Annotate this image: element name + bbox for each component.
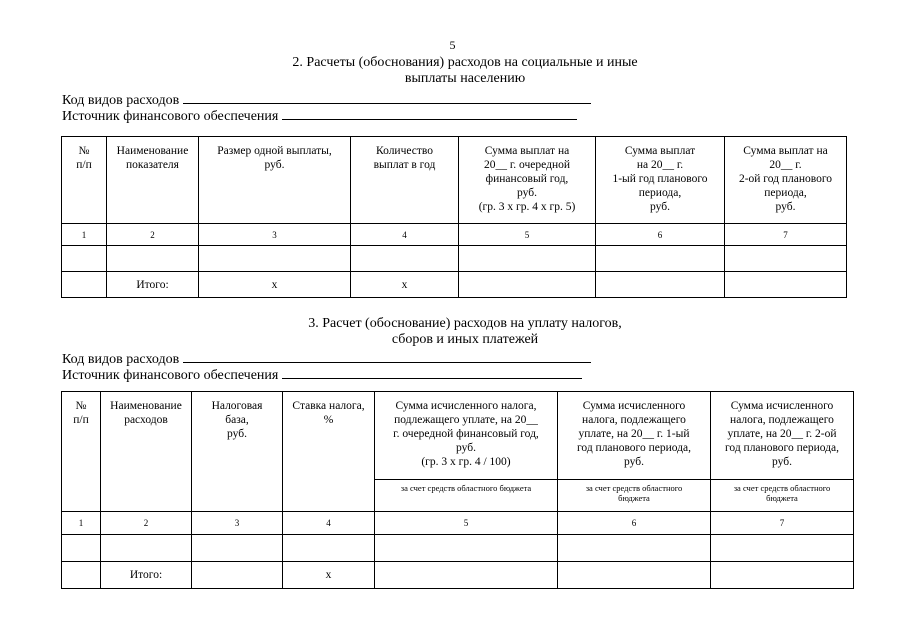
- s3-header-cell: [558, 392, 711, 480]
- section2-title-line2: выплаты населению: [404, 71, 526, 86]
- s2-data-cell[interactable]: [351, 246, 459, 272]
- s2-data-cell[interactable]: [725, 246, 847, 272]
- s2-data-cell[interactable]: [596, 246, 725, 272]
- s2-number-cell: 3: [199, 224, 351, 246]
- s3-total-label: Итого:: [101, 562, 192, 589]
- s3-number-cell: 4: [283, 512, 375, 535]
- s2-number-cell: 6: [596, 224, 725, 246]
- s2-header-cell: [351, 137, 459, 224]
- s3-number-cell: 5: [375, 512, 558, 535]
- s3-header-text: Сумма исчисленного налога, подлежащего уплате, на 20__ г. 2-ой год планового периода, руб.: [724, 400, 840, 468]
- s3-subheader-text: за счет средств областного бюджета: [585, 483, 683, 503]
- s2-header-text: Сумма выплат на 20__ г. 1-ый год планового периода, руб.: [612, 145, 708, 213]
- s2-total-cell[interactable]: [459, 272, 596, 298]
- s3-subheader-text: за счет средств областного бюджета: [733, 483, 831, 503]
- s3-data-cell[interactable]: [283, 535, 375, 562]
- s2-total-label: Итого:: [107, 272, 199, 298]
- s3-data-cell[interactable]: [62, 535, 101, 562]
- s2-number-cell: 4: [351, 224, 459, 246]
- s3-header-cell: [62, 392, 101, 512]
- section3-funding-source-label: Источник финансового обеспечения: [62, 368, 279, 383]
- s3-header-text: Наименование расходов: [110, 400, 182, 426]
- section3-funding-source-field: [62, 366, 582, 384]
- s3-header-cell: [711, 392, 854, 480]
- s2-header-cell: [459, 137, 596, 224]
- s3-header-cell: [192, 392, 283, 512]
- s2-total-cell: x: [351, 272, 459, 298]
- s2-data-cell[interactable]: [107, 246, 199, 272]
- page-number: 5: [449, 38, 456, 52]
- section2-expense-code-label: Код видов расходов: [62, 93, 180, 108]
- section3-title-line1: 3. Расчет (обоснование) расходов на уплату налогов,: [308, 316, 622, 331]
- section3-data-row: [62, 535, 854, 562]
- s3-number-cell: 3: [192, 512, 283, 535]
- s3-header-text: Сумма исчисленного налога, подлежащего уплате, на 20__ г. 1-ый год планового периода, руб.: [576, 400, 692, 468]
- s3-number-cell: 2: [101, 512, 192, 535]
- s2-header-text: Наименование показателя: [116, 145, 189, 171]
- s3-data-cell[interactable]: [192, 535, 283, 562]
- s3-data-cell[interactable]: [711, 535, 854, 562]
- s2-header-cell: [596, 137, 725, 224]
- s2-header-text: Количество выплат в год: [373, 145, 436, 171]
- s2-total-cell: [62, 272, 107, 298]
- section3-column-number-row: [62, 512, 854, 535]
- section2-funding-source-line[interactable]: [282, 107, 577, 120]
- section3-total-row: [62, 562, 854, 589]
- s3-total-cell[interactable]: [192, 562, 283, 589]
- section3-expense-code-line[interactable]: [183, 350, 591, 363]
- s2-header-cell: [62, 137, 107, 224]
- s3-number-cell: 1: [62, 512, 101, 535]
- s2-header-cell: [107, 137, 199, 224]
- s3-header-text: Сумма исчисленного налога, подлежащего уплате, на 20__ г. очередной финансовый год, руб. (гр. 3 x гр. 4 / 100): [393, 400, 539, 468]
- section3-expense-code-label: Код видов расходов: [62, 352, 180, 367]
- s3-number-cell: 7: [711, 512, 854, 535]
- s2-total-cell: x: [199, 272, 351, 298]
- section2-expense-code-line[interactable]: [183, 91, 591, 104]
- s2-header-text: Размер одной выплаты, руб.: [217, 145, 332, 171]
- section3-header-row: [62, 392, 854, 480]
- s3-subheader-text: за счет средств областного бюджета: [400, 483, 532, 493]
- s2-number-cell: 2: [107, 224, 199, 246]
- section2-title: [150, 55, 780, 87]
- s3-header-text: Ставка налога, %: [292, 400, 365, 426]
- s3-data-cell[interactable]: [101, 535, 192, 562]
- s2-data-cell[interactable]: [459, 246, 596, 272]
- s2-number-cell: 7: [725, 224, 847, 246]
- section2-total-row: [62, 272, 847, 298]
- section2-data-row: [62, 246, 847, 272]
- section3-title-line2: сборов и иных платежей: [391, 332, 539, 347]
- s3-total-cell[interactable]: [558, 562, 711, 589]
- s2-data-cell[interactable]: [199, 246, 351, 272]
- s3-subheader-cell: [711, 480, 854, 512]
- s3-total-cell: [62, 562, 101, 589]
- section3-table: [61, 391, 854, 589]
- s2-number-cell: 1: [62, 224, 107, 246]
- s3-total-cell: x: [283, 562, 375, 589]
- s3-header-text: № п/п: [73, 400, 89, 426]
- section3-funding-source-line[interactable]: [282, 366, 582, 379]
- section2-title-line1: 2. Расчеты (обоснования) расходов на социальные и иные: [292, 55, 638, 70]
- s3-header-cell: [375, 392, 558, 480]
- s2-total-cell[interactable]: [725, 272, 847, 298]
- s3-header-text: Налоговая база, руб.: [211, 400, 263, 440]
- section3-title: [150, 316, 780, 348]
- s3-total-cell[interactable]: [711, 562, 854, 589]
- s2-number-cell: 5: [459, 224, 596, 246]
- section2-funding-source-field: [62, 107, 577, 125]
- s3-header-cell: [283, 392, 375, 512]
- s3-subheader-cell: [558, 480, 711, 512]
- s3-number-cell: 6: [558, 512, 711, 535]
- s3-data-cell[interactable]: [375, 535, 558, 562]
- s2-header-cell: [725, 137, 847, 224]
- s2-total-cell[interactable]: [596, 272, 725, 298]
- s2-header-text: Сумма выплат на 20__ г. 2-ой год планового периода, руб.: [738, 145, 833, 213]
- section2-column-number-row: [62, 224, 847, 246]
- s2-header-cell: [199, 137, 351, 224]
- s3-subheader-cell: [375, 480, 558, 512]
- s3-data-cell[interactable]: [558, 535, 711, 562]
- section2-header-row: [62, 137, 847, 224]
- s3-total-cell[interactable]: [375, 562, 558, 589]
- section2-funding-source-label: Источник финансового обеспечения: [62, 109, 279, 124]
- section2-table: [61, 136, 847, 298]
- s2-header-text: № п/п: [76, 145, 92, 171]
- s2-data-cell[interactable]: [62, 246, 107, 272]
- s2-header-text: Сумма выплат на 20__ г. очередной финансовый год, руб. (гр. 3 x гр. 4 x гр. 5): [478, 145, 576, 213]
- s3-header-cell: [101, 392, 192, 512]
